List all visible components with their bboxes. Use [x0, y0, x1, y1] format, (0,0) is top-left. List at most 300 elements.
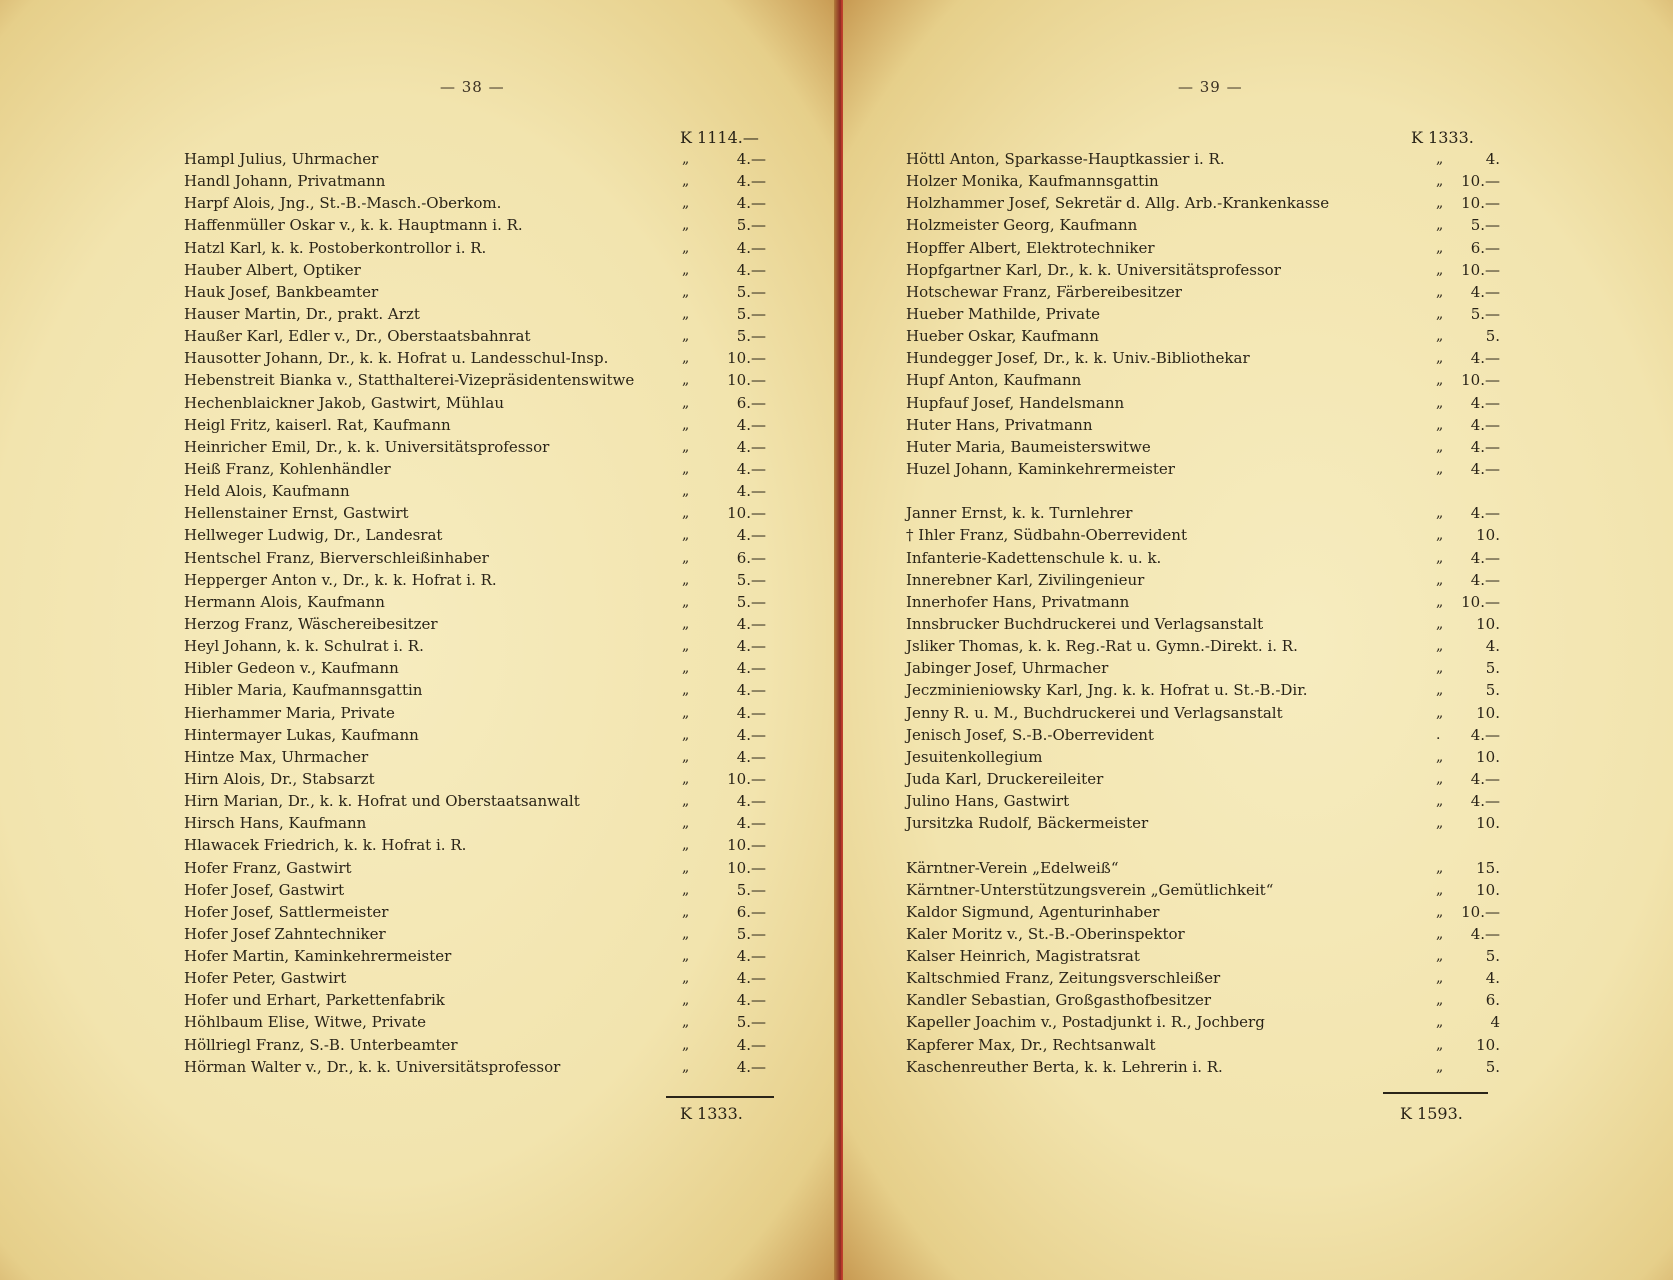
ditto-mark: „ [1436, 372, 1444, 389]
donor-name: Hlawacek Friedrich, k. k. Hofrat i. R. [184, 836, 467, 855]
donation-amount: 10. [1476, 814, 1500, 833]
ditto-mark: „ [682, 571, 690, 588]
donor-name: Hueber Oskar, Kaufmann [906, 327, 1099, 346]
list-item [184, 790, 774, 812]
list-item [184, 237, 774, 259]
ditto-mark: „ [682, 881, 690, 898]
carry-out-total: K 1333. [680, 1104, 743, 1123]
list-item [906, 945, 1500, 967]
donor-name: Höttl Anton, Sparkasse-Hauptkassier i. R. [906, 150, 1225, 168]
list-item [184, 192, 774, 214]
list-item [184, 834, 774, 856]
list-item [906, 325, 1500, 347]
donation-amount: 4.— [1470, 415, 1500, 434]
donor-name: Holzhammer Josef, Sekretär d. Allg. Arb.-Krankenkasse [906, 194, 1330, 213]
donation-amount: 4. [1485, 637, 1500, 656]
list-item [184, 214, 774, 236]
list-item [906, 237, 1500, 259]
list-item [906, 414, 1500, 436]
ditto-mark: „ [682, 615, 690, 632]
ditto-mark: „ [1436, 305, 1444, 322]
donor-name: Kaldor Sigmund, Agenturinhaber [906, 902, 1160, 921]
ditto-mark: „ [1436, 638, 1444, 655]
list-item [906, 657, 1500, 679]
donation-amount: 4.— [1470, 393, 1500, 412]
donation-amount: 4.— [736, 947, 766, 966]
ditto-mark: „ [1436, 704, 1444, 721]
list-item [906, 148, 1500, 170]
donor-name: Holzer Monika, Kaufmannsgattin [906, 172, 1159, 191]
donor-name: Hatzl Karl, k. k. Postoberkontrollor i. R. [184, 238, 487, 257]
ditto-mark: „ [1436, 748, 1444, 765]
ditto-mark: „ [1436, 394, 1444, 411]
list-item [906, 857, 1500, 879]
list-item [184, 281, 774, 303]
list-item [184, 967, 774, 989]
donor-name: Juda Karl, Druckereileiter [906, 769, 1104, 788]
list-item [184, 613, 774, 635]
list-item [184, 436, 774, 458]
donor-name: Hentschel Franz, Bierverschleißinhaber [184, 548, 489, 567]
list-item [906, 635, 1500, 657]
donor-name: Hofer Josef, Gastwirt [184, 880, 345, 899]
donor-list [184, 148, 774, 1078]
donor-name: Hueber Mathilde, Private [906, 304, 1101, 323]
donor-name: Hupfauf Josef, Handelsmann [906, 393, 1125, 412]
donation-amount: 5. [1485, 1057, 1500, 1076]
donor-name: Haffenmüller Oskar v., k. k. Hauptmann i. R. [184, 216, 523, 235]
ditto-mark: „ [682, 859, 690, 876]
donor-name: Kaschenreuther Berta, k. k. Lehrerin i. R. [906, 1057, 1223, 1076]
donation-amount: 5.— [736, 592, 766, 611]
ditto-mark: „ [1436, 328, 1444, 345]
donation-amount: 10.— [727, 858, 766, 877]
donor-name: Hellweger Ludwig, Dr., Landesrat [184, 526, 443, 545]
donor-name: Hotschewar Franz, Färbereibesitzer [906, 282, 1182, 301]
donation-amount: 10.— [727, 504, 766, 523]
ditto-mark: „ [1436, 151, 1444, 167]
list-item [906, 259, 1500, 281]
donor-name: Kalser Heinrich, Magistratsrat [906, 947, 1140, 966]
donor-name: Julino Hans, Gastwirt [906, 792, 1070, 811]
ditto-mark: „ [1436, 859, 1444, 876]
donation-amount: 4.— [1470, 459, 1500, 478]
donor-name: Jesuitenkollegium [906, 747, 1043, 766]
donation-amount: 4.— [1470, 570, 1500, 589]
donation-amount: 10.— [1461, 194, 1500, 213]
ditto-mark: „ [1436, 1036, 1444, 1053]
donation-amount: 4.— [736, 681, 766, 700]
donation-amount: 4.— [736, 991, 766, 1010]
ditto-mark: „ [1436, 925, 1444, 942]
donation-amount: 4. [1485, 969, 1500, 988]
list-item [184, 325, 774, 347]
ditto-mark: „ [682, 527, 690, 544]
donor-name: Kapeller Joachim v., Postadjunkt i. R., Jochberg [906, 1013, 1265, 1032]
ditto-mark: „ [682, 195, 690, 212]
donation-amount: 4.— [736, 747, 766, 766]
donation-amount: 4.— [736, 703, 766, 722]
ditto-mark: „ [682, 948, 690, 965]
ditto-mark: „ [682, 394, 690, 411]
ditto-mark: „ [1436, 881, 1444, 898]
list-item [184, 1034, 774, 1056]
donor-name: Jsliker Thomas, k. k. Reg.-Rat u. Gymn.-Direkt. i. R. [906, 637, 1298, 656]
donor-name: Jeczminieniowsky Karl, Jng. k. k. Hofrat u. St.-B.-Dir. [906, 681, 1308, 700]
donation-amount: 4.— [736, 637, 766, 656]
ditto-mark: „ [1436, 948, 1444, 965]
donor-name: Innerhofer Hans, Privatmann [906, 592, 1130, 611]
list-item [906, 214, 1500, 236]
donation-amount: 5. [1485, 327, 1500, 346]
donor-name: Heiß Franz, Kohlenhändler [184, 459, 391, 478]
ditto-mark: „ [1436, 571, 1444, 588]
donation-amount: 10. [1476, 1035, 1500, 1054]
list-item [906, 923, 1500, 945]
carry-out-total: K 1593. [1400, 1104, 1463, 1123]
donation-amount: 4.— [1470, 548, 1500, 567]
list-item [184, 524, 774, 546]
donation-amount: 10.— [1461, 371, 1500, 390]
ditto-mark: „ [682, 549, 690, 566]
ditto-mark: „ [682, 483, 690, 500]
ditto-mark: „ [682, 593, 690, 610]
donor-name: Haußer Karl, Edler v., Dr., Oberstaatsbahnrat [184, 327, 531, 346]
donation-amount: 10. [1476, 614, 1500, 633]
donor-name: Hupf Anton, Kaufmann [906, 371, 1082, 390]
donor-name: Hofer Franz, Gastwirt [184, 858, 352, 877]
donor-name: Höhlbaum Elise, Witwe, Private [184, 1013, 427, 1032]
list-item [906, 901, 1500, 923]
sum-rule [666, 1096, 774, 1098]
donation-amount: 10.— [1461, 592, 1500, 611]
list-item [184, 480, 774, 502]
donor-name: Hintze Max, Uhrmacher [184, 747, 369, 766]
donation-amount: 4.— [1470, 725, 1500, 744]
ditto-mark: „ [682, 638, 690, 655]
donation-amount: 4.— [1470, 504, 1500, 523]
donation-amount: 4.— [736, 260, 766, 279]
donation-amount: 4.— [736, 814, 766, 833]
list-item [184, 679, 774, 701]
list-item [906, 192, 1500, 214]
list-item [906, 303, 1500, 325]
donor-name: Held Alois, Kaufmann [184, 482, 350, 501]
donation-amount: 4.— [1470, 924, 1500, 943]
donor-name: Kapferer Max, Dr., Rechtsanwalt [906, 1035, 1156, 1054]
donor-name: Herzog Franz, Wäschereibesitzer [184, 614, 438, 633]
list-item [184, 369, 774, 391]
donation-amount: 4.— [736, 526, 766, 545]
donation-amount: 10.— [727, 836, 766, 855]
right-page [843, 0, 1673, 1280]
list-item [184, 857, 774, 879]
ditto-mark: „ [682, 970, 690, 987]
list-item [184, 746, 774, 768]
donation-amount: 6.— [1470, 238, 1500, 257]
donation-amount: 4.— [736, 194, 766, 213]
list-item [184, 657, 774, 679]
donation-amount: 6.— [736, 548, 766, 567]
donation-amount: 4.— [736, 150, 766, 168]
list-item [906, 1056, 1500, 1078]
donor-name: Kärntner-Verein „Edelweiß“ [906, 858, 1119, 877]
donor-name: Kaltschmied Franz, Zeitungsverschleißer [906, 969, 1221, 988]
ditto-mark: „ [1436, 350, 1444, 367]
list-item [906, 768, 1500, 790]
ditto-mark: „ [1436, 992, 1444, 1009]
donor-name: Hirsch Hans, Kaufmann [184, 814, 367, 833]
donor-name: Kandler Sebastian, Großgasthofbesitzer [906, 991, 1212, 1010]
donor-name: Hofer Peter, Gastwirt [184, 969, 347, 988]
ditto-mark: „ [1436, 1058, 1444, 1075]
ditto-mark: „ [1436, 815, 1444, 832]
list-item [184, 458, 774, 480]
donation-amount: 4.— [736, 482, 766, 501]
donor-name: Hauk Josef, Bankbeamter [184, 282, 379, 301]
ditto-mark: „ [1436, 438, 1444, 455]
donation-amount: 6.— [736, 393, 766, 412]
ditto-mark: „ [682, 748, 690, 765]
ditto-mark: „ [1436, 549, 1444, 566]
donation-amount: 5.— [1470, 304, 1500, 323]
carry-in-total: K 1114.— [680, 128, 759, 147]
donation-amount: 10. [1476, 747, 1500, 766]
donation-amount: 10.— [1461, 260, 1500, 279]
donation-amount: 5.— [736, 327, 766, 346]
donor-name: Hofer Josef, Sattlermeister [184, 902, 389, 921]
list-item [184, 1011, 774, 1033]
ditto-mark: „ [1436, 239, 1444, 256]
donor-name: Hofer und Erhart, Parkettenfabrik [184, 991, 445, 1010]
donor-name: Jursitzka Rudolf, Bäckermeister [906, 814, 1149, 833]
ditto-mark: „ [1436, 615, 1444, 632]
donation-amount: 6. [1485, 991, 1500, 1010]
list-item [906, 392, 1500, 414]
list-item [184, 702, 774, 724]
donor-name: Hibler Maria, Kaufmannsgattin [184, 681, 423, 700]
donation-amount: 4.— [736, 1035, 766, 1054]
ditto-mark: „ [1436, 217, 1444, 234]
donation-amount: 4.— [736, 172, 766, 191]
list-item [906, 724, 1500, 746]
list-item [184, 303, 774, 325]
ditto-mark: „ [682, 261, 690, 278]
ditto-mark: . [1436, 726, 1441, 743]
donor-name: Huter Maria, Baumeisterswitwe [906, 437, 1151, 456]
ditto-mark: „ [1436, 1014, 1444, 1031]
donation-amount: 4.— [736, 969, 766, 988]
list-item [906, 746, 1500, 768]
donation-amount: 4. [1485, 150, 1500, 168]
list-item [184, 569, 774, 591]
donor-name: Jabinger Josef, Uhrmacher [906, 659, 1109, 678]
list-item [906, 879, 1500, 901]
ditto-mark: „ [682, 1036, 690, 1053]
list-item [906, 281, 1500, 303]
ditto-mark: „ [682, 903, 690, 920]
donor-name: Hopfgartner Karl, Dr., k. k. Universitätsprofessor [906, 260, 1281, 279]
donor-name: Hibler Gedeon v., Kaufmann [184, 659, 399, 678]
ditto-mark: „ [1436, 660, 1444, 677]
donor-name: Holzmeister Georg, Kaufmann [906, 216, 1138, 235]
donor-name: Hintermayer Lukas, Kaufmann [184, 725, 419, 744]
list-item [184, 724, 774, 746]
donor-name: Huzel Johann, Kaminkehrermeister [906, 459, 1175, 478]
donor-name: Innsbrucker Buchdruckerei und Verlagsanstalt [906, 614, 1264, 633]
donor-name: Hofer Martin, Kaminkehrermeister [184, 947, 452, 966]
ditto-mark: „ [682, 283, 690, 300]
donor-name: Hofer Josef Zahntechniker [184, 924, 386, 943]
donor-name: † Ihler Franz, Südbahn-Oberrevident [906, 526, 1187, 545]
page-number: — 38 — [440, 78, 505, 96]
ditto-mark: „ [1436, 593, 1444, 610]
donor-name: Hebenstreit Bianka v., Statthalterei-Vizepräsidentenswitwe [184, 371, 635, 390]
ditto-mark: „ [682, 1014, 690, 1031]
list-item [906, 1034, 1500, 1056]
carry-in-total: K 1333. [1411, 128, 1474, 147]
donation-amount: 6.— [736, 902, 766, 921]
donation-amount: 10. [1476, 526, 1500, 545]
donor-name: Hauber Albert, Optiker [184, 260, 361, 279]
ditto-mark: „ [682, 416, 690, 433]
donation-amount: 10.— [727, 349, 766, 368]
list-item [184, 502, 774, 524]
list-item [184, 989, 774, 1011]
ditto-mark: „ [682, 837, 690, 854]
donation-amount: 4.— [736, 792, 766, 811]
donor-name: Hechenblaickner Jakob, Gastwirt, Mühlau [184, 393, 504, 412]
donation-amount: 5. [1485, 947, 1500, 966]
list-item [906, 569, 1500, 591]
ditto-mark: „ [682, 793, 690, 810]
donor-name: Huter Hans, Privatmann [906, 415, 1093, 434]
donation-amount: 4.— [736, 1057, 766, 1076]
ditto-mark: „ [682, 372, 690, 389]
donor-name: Hirn Marian, Dr., k. k. Hofrat und Oberstaatsanwalt [184, 792, 580, 811]
donation-amount: 5.— [736, 924, 766, 943]
section-gap [906, 834, 1491, 856]
donation-amount: 10.— [1461, 172, 1500, 191]
donor-name: Hierhammer Maria, Private [184, 703, 395, 722]
donation-amount: 5.— [736, 282, 766, 301]
ditto-mark: „ [682, 305, 690, 322]
ditto-mark: „ [1436, 770, 1444, 787]
donation-amount: 10.— [1461, 902, 1500, 921]
donation-amount: 4.— [736, 437, 766, 456]
donor-name: Hampl Julius, Uhrmacher [184, 150, 379, 168]
donor-name: Hundegger Josef, Dr., k. k. Univ.-Bibliothekar [906, 349, 1250, 368]
list-item [184, 414, 774, 436]
ditto-mark: „ [1436, 460, 1444, 477]
ditto-mark: „ [1436, 903, 1444, 920]
donation-amount: 4.— [736, 614, 766, 633]
donor-name: Handl Johann, Privatmann [184, 172, 386, 191]
ditto-mark: „ [682, 992, 690, 1009]
donation-amount: 4.— [736, 238, 766, 257]
ditto-mark: „ [1436, 970, 1444, 987]
ditto-mark: „ [682, 173, 690, 190]
list-item [906, 502, 1500, 524]
donation-amount: 15. [1476, 858, 1500, 877]
donor-name: Kaler Moritz v., St.-B.-Oberinspektor [906, 924, 1185, 943]
donor-name: Hermann Alois, Kaufmann [184, 592, 385, 611]
ditto-mark: „ [682, 925, 690, 942]
donation-amount: 10. [1476, 880, 1500, 899]
list-item [906, 1011, 1500, 1033]
list-item [184, 635, 774, 657]
list-item [184, 148, 774, 170]
donor-name: Harpf Alois, Jng., St.-B.-Masch.-Oberkom. [184, 194, 502, 213]
ditto-mark: „ [682, 682, 690, 699]
donor-name: Hopffer Albert, Elektrotechniker [906, 238, 1155, 257]
list-item [184, 923, 774, 945]
donation-amount: 5.— [736, 880, 766, 899]
list-item [184, 945, 774, 967]
list-item [184, 812, 774, 834]
list-item [184, 1056, 774, 1078]
ditto-mark: „ [682, 438, 690, 455]
ditto-mark: „ [682, 726, 690, 743]
ditto-mark: „ [682, 660, 690, 677]
list-item [184, 392, 774, 414]
ditto-mark: „ [1436, 195, 1444, 212]
donation-amount: 4.— [1470, 437, 1500, 456]
donor-name: Hepperger Anton v., Dr., k. k. Hofrat i. R. [184, 570, 497, 589]
list-item [184, 547, 774, 569]
list-item [906, 989, 1500, 1011]
ditto-mark: „ [682, 704, 690, 721]
donor-name: Janner Ernst, k. k. Turnlehrer [906, 504, 1133, 523]
page-number: — 39 — [1178, 78, 1243, 96]
ditto-mark: „ [682, 350, 690, 367]
list-item [906, 436, 1500, 458]
donor-name: Heyl Johann, k. k. Schulrat i. R. [184, 637, 424, 656]
donation-amount: 4 [1490, 1013, 1500, 1032]
donor-name: Hausotter Johann, Dr., k. k. Hofrat u. Landesschul-Insp. [184, 349, 609, 368]
donation-amount: 5. [1485, 681, 1500, 700]
list-item [184, 259, 774, 281]
list-item [906, 967, 1500, 989]
ditto-mark: „ [1436, 527, 1444, 544]
donor-name: Jenny R. u. M., Buchdruckerei und Verlagsanstalt [906, 703, 1283, 722]
list-item [906, 347, 1500, 369]
donation-amount: 5.— [736, 1013, 766, 1032]
donation-amount: 4.— [736, 659, 766, 678]
donor-name: Innerebner Karl, Zivilingenieur [906, 570, 1145, 589]
ditto-mark: „ [1436, 283, 1444, 300]
list-item [184, 879, 774, 901]
list-item [906, 812, 1500, 834]
sum-rule [1383, 1092, 1488, 1094]
donor-name: Kärntner-Unterstützungsverein „Gemütlichkeit“ [906, 880, 1274, 899]
ditto-mark: „ [682, 1058, 690, 1075]
list-item [906, 524, 1500, 546]
ditto-mark: „ [1436, 261, 1444, 278]
donor-name: Hauser Martin, Dr., prakt. Arzt [184, 304, 420, 323]
ditto-mark: „ [682, 770, 690, 787]
donation-amount: 4.— [1470, 349, 1500, 368]
section-gap [906, 480, 1491, 502]
ditto-mark: „ [682, 815, 690, 832]
donation-amount: 4.— [1470, 282, 1500, 301]
list-item [184, 170, 774, 192]
donor-name: Hörman Walter v., Dr., k. k. Universitätsprofessor [184, 1057, 561, 1076]
list-item [906, 790, 1500, 812]
donor-name: Infanterie-Kadettenschule k. u. k. [906, 548, 1162, 567]
list-item [906, 613, 1500, 635]
donation-amount: 4.— [736, 415, 766, 434]
